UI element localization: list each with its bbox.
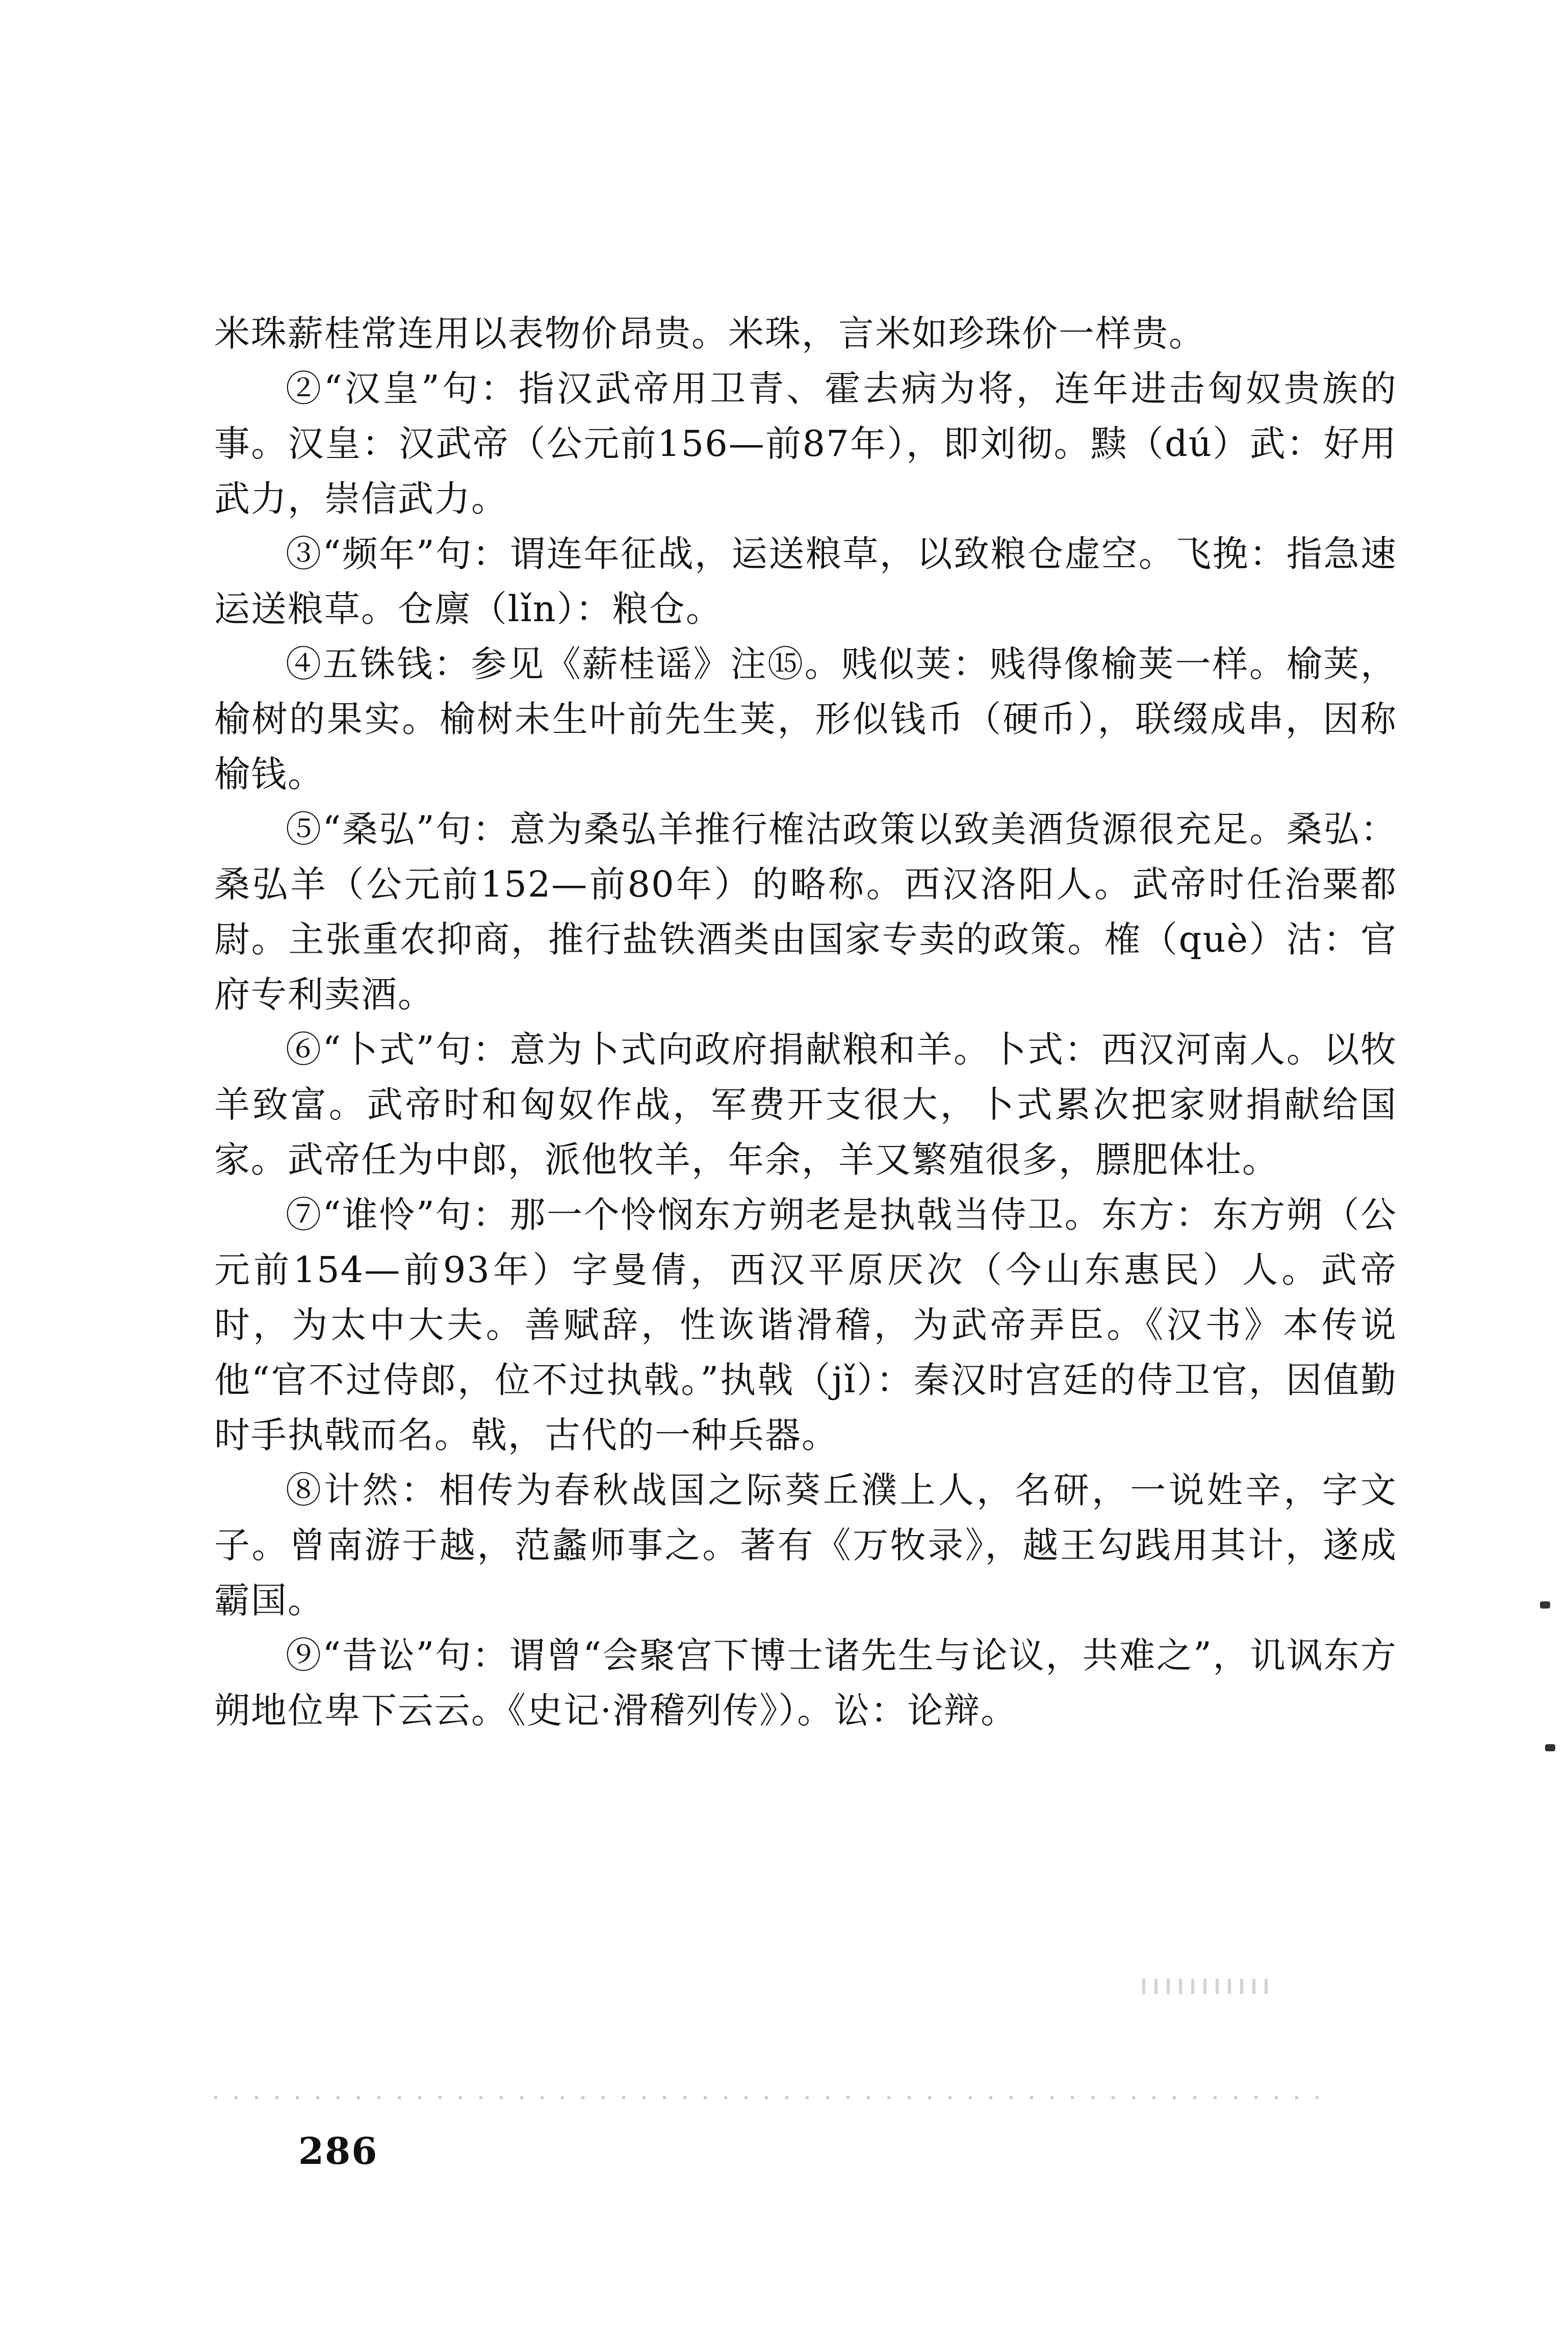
scan-noise-block: [1142, 1979, 1275, 1994]
note-4: ④五铢钱：参见《薪桂谣》注⑮。贱似荚：贱得像榆荚一样。榆荚，榆树的果实。榆树未生叶前先生荚，形似钱币（硬币），联缀成串，因称榆钱。: [214, 643, 1397, 795]
scan-noise-line: [214, 2096, 1336, 2099]
note-9: ⑨“昔讼”句：谓曾“会聚宫下博士诸先生与论议，共难之”，讥讽东方朔地位卑下云云。《史记·滑稽列传》）。讼：论辩。: [214, 1635, 1397, 1731]
note-2: ②“汉皇”句：指汉武帝用卫青、霍去病为将，连年进击匈奴贵族的事。汉皇：汉武帝（公元前156—前87年），即刘彻。黩（dú）武：好用武力，崇信武力。: [214, 368, 1397, 520]
note-7: ⑦“谁怜”句：那一个怜悯东方朔老是执戟当侍卫。东方：东方朔（公元前154—前93年）字曼倩，西汉平原厌次（今山东惠民）人。武帝时，为太中大夫。善赋辞，性诙谐滑稽，为武帝弄臣。《汉书》本传说他“官不过侍郎，位不过执戟。”执戟（jǐ）：秦汉时宫廷的侍卫官，因值勤时手执戟而名。戟，古代的一种兵器。: [214, 1194, 1397, 1456]
scan-edge-mark: [1545, 1744, 1555, 1751]
scan-edge-mark: [1540, 1601, 1550, 1609]
note-5: ⑤“桑弘”句：意为桑弘羊推行榷沽政策以致美酒货源很充足。桑弘：桑弘羊（公元前152—前80年）的略称。西汉洛阳人。武帝时任治粟都尉。主张重农抑商，推行盐铁酒类由国家专卖的政策。榷（què）沽：官府专利卖酒。: [214, 808, 1397, 1015]
paragraph-continuation: 米珠薪桂常连用以表物价昂贵。米珠，言米如珍珠价一样贵。: [214, 313, 1205, 354]
note-6: ⑥“卜式”句：意为卜式向政府捐献粮和羊。卜式：西汉河南人。以牧羊致富。武帝时和匈奴作战，军费开支很大，卜式累次把家财捐献给国家。武帝任为中郎，派他牧羊，年余，羊又繁殖很多，膘肥体壮。: [214, 1029, 1397, 1181]
note-3: ③“频年”句：谓连年征战，运送粮草，以致粮仓虚空。飞挽：指急速运送粮草。仓廪（lǐn）：粮仓。: [214, 533, 1397, 630]
note-8: ⑧计然：相传为春秋战国之际葵丘濮上人，名研，一说姓辛，字文子。曾南游于越，范蠡师事之。著有《万牧录》，越王勾践用其计，遂成霸国。: [214, 1469, 1397, 1621]
annotation-text-block: [214, 306, 1397, 1738]
page-number: 286: [298, 2129, 378, 2173]
